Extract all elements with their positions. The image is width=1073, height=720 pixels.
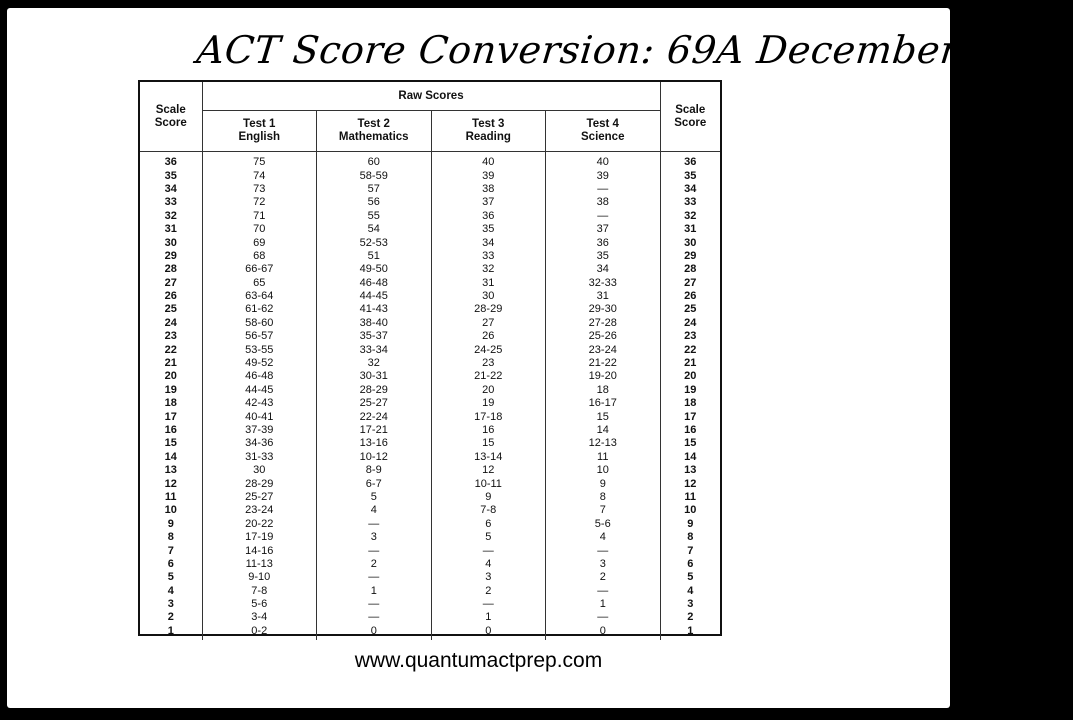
scale-score-cell: 10 [164,504,177,517]
reading-cell: 32 [431,263,546,276]
science-cell: 7 [546,504,661,517]
scale-score-cell: 7 [167,544,174,557]
scale-header-line2: Score [154,116,187,129]
table-row [140,384,720,397]
table-row [140,330,720,343]
scale-score-cell: 9 [167,517,174,530]
scale-score-cell-right: 26 [660,290,720,303]
scale-score-cell: 22 [164,343,177,356]
reading-cell: 0 [431,625,546,640]
science-cell: 16-17 [546,397,661,410]
test1-label: Test 1 [243,118,276,130]
math-cell: 8-9 [317,464,432,477]
math-cell: 49-50 [317,263,432,276]
scale-score-cell: 2 [167,611,174,624]
math-cell: 54 [317,223,432,236]
english-cell: 65 [202,277,317,290]
math-cell: 28-29 [317,384,432,397]
scale-score-cell: 8 [167,531,174,544]
scale-score-cell: 23 [164,330,177,343]
scale-score-cell-right: 8 [660,531,720,544]
table-row [140,152,720,170]
math-cell: 55 [317,210,432,223]
reading-cell: 15 [431,437,546,450]
right-scale-header [660,82,720,152]
science-cell: 34 [546,263,661,276]
english-cell: 66-67 [202,263,317,276]
reading-cell: 31 [431,277,546,290]
scale-score-cell-right: 4 [660,585,720,598]
english-cell: 75 [202,152,317,170]
scale-score-cell: 24 [164,316,177,329]
math-cell: — [317,598,432,611]
english-cell: 61-62 [202,303,317,316]
math-cell: 30-31 [317,370,432,383]
scale-score-cell-right: 16 [660,424,720,437]
english-cell: 49-52 [202,357,317,370]
scale-score-cell: 1 [167,624,174,637]
science-cell: 36 [546,236,661,249]
science-cell: 23-24 [546,343,661,356]
reading-cell: 19 [431,397,546,410]
english-cell: 44-45 [202,384,317,397]
scale-score-cell: 34 [164,182,177,195]
table-row [140,303,720,316]
reading-cell: 36 [431,210,546,223]
scale-score-cell-right: 35 [660,169,720,182]
scale-score-cell: 36 [164,156,177,169]
math-cell: 2 [317,558,432,571]
scale-score-cell: 29 [164,249,177,262]
reading-cell: 39 [431,169,546,182]
scale-score-cell-right: 25 [660,303,720,316]
science-cell: 8 [546,491,661,504]
english-cell: 73 [202,183,317,196]
reading-cell: 37 [431,196,546,209]
scale-score-cell-right: 33 [660,196,720,209]
table-row [140,424,720,437]
math-cell: 60 [317,152,432,170]
test2-header [317,111,432,152]
science-cell: — [546,611,661,624]
scale-score-cell: 31 [164,223,177,236]
english-cell: 72 [202,196,317,209]
scale-score-cell: 18 [164,397,177,410]
table-row [140,410,720,423]
reading-cell: 10-11 [431,477,546,490]
slide [7,8,1073,708]
math-cell: 6-7 [317,477,432,490]
page-title: ACT Score Conversion: 69A December 2010 [194,28,1073,72]
reading-cell: 26 [431,330,546,343]
table-row [140,451,720,464]
scale-score-cell: 4 [167,584,174,597]
science-cell: 15 [546,410,661,423]
scale-score-cell: 20 [164,370,177,383]
table-row [140,357,720,370]
table-row [140,343,720,356]
science-cell: — [546,544,661,557]
table-row [140,531,720,544]
science-cell: 9 [546,477,661,490]
reading-cell: 24-25 [431,343,546,356]
english-cell: 53-55 [202,343,317,356]
math-cell: 52-53 [317,236,432,249]
scale-score-cell: 17 [164,410,177,423]
reading-cell: 21-22 [431,370,546,383]
math-cell: 57 [317,183,432,196]
science-cell: 29-30 [546,303,661,316]
reading-cell: — [431,598,546,611]
english-cell: 42-43 [202,397,317,410]
reading-cell: 30 [431,290,546,303]
table-row [140,236,720,249]
scale-score-cell-right: 2 [660,611,720,624]
scale-score-cell: 14 [164,450,177,463]
scale-score-cell-right: 32 [660,210,720,223]
math-cell: 4 [317,504,432,517]
scale-header-line1: Scale [675,103,706,116]
scale-score-cell-right: 28 [660,263,720,276]
science-cell: 35 [546,250,661,263]
math-cell: 13-16 [317,437,432,450]
science-cell: 4 [546,531,661,544]
math-cell: 32 [317,357,432,370]
science-cell: 18 [546,384,661,397]
scale-score-cell-right: 11 [660,491,720,504]
science-cell: — [546,585,661,598]
science-cell: 32-33 [546,277,661,290]
reading-cell: — [431,544,546,557]
scale-score-cell: 28 [164,263,177,276]
scale-score-cell-right: 19 [660,384,720,397]
math-cell: — [317,518,432,531]
scale-score-cell-right: 6 [660,558,720,571]
math-cell: 10-12 [317,451,432,464]
table-row [140,625,720,640]
scale-score-cell-right: 30 [660,236,720,249]
reading-cell: 16 [431,424,546,437]
reading-cell: 17-18 [431,410,546,423]
scale-score-cell-right: 34 [660,183,720,196]
table-row [140,290,720,303]
scale-score-cell-right: 7 [660,544,720,557]
scale-score-cell-right: 5 [660,571,720,584]
english-cell: 70 [202,223,317,236]
english-cell: 69 [202,236,317,249]
science-cell: 40 [546,152,661,170]
scale-score-cell-right: 3 [660,598,720,611]
scale-score-cell-right: 29 [660,250,720,263]
math-cell: 38-40 [317,317,432,330]
science-cell: 3 [546,558,661,571]
math-cell: 25-27 [317,397,432,410]
reading-cell: 20 [431,384,546,397]
scale-score-cell-right: 14 [660,451,720,464]
table-row [140,370,720,383]
reading-cell: 12 [431,464,546,477]
math-cell: 51 [317,250,432,263]
scale-score-cell-right: 22 [660,343,720,356]
table-row [140,598,720,611]
table-body [140,152,720,641]
reading-cell: 27 [431,317,546,330]
scale-score-cell: 27 [164,276,177,289]
scale-score-cell: 11 [164,490,177,503]
scale-score-cell: 3 [167,598,174,611]
table-row [140,504,720,517]
test2-label: Test 2 [357,118,390,130]
table-row [140,263,720,276]
english-cell: 0-2 [202,625,317,640]
table-row [140,196,720,209]
scale-score-cell-right: 24 [660,317,720,330]
scale-header-line1: Scale [155,103,186,116]
test4-label: Test 4 [586,118,619,130]
science-cell: 38 [546,196,661,209]
scale-score-cell: 13 [164,464,177,477]
table-row [140,169,720,182]
science-cell: 25-26 [546,330,661,343]
table-row [140,183,720,196]
english-cell: 74 [202,169,317,182]
table-row [140,397,720,410]
scale-score-cell-right: 9 [660,518,720,531]
scale-score-cell-right: 1 [660,625,720,640]
table-row [140,437,720,450]
reading-cell: 1 [431,611,546,624]
conversion-table [140,82,720,640]
table-row [140,491,720,504]
scale-header-line2: Score [674,116,707,129]
scale-score-cell-right: 18 [660,397,720,410]
english-cell: 30 [202,464,317,477]
table-row [140,558,720,571]
english-cell: 71 [202,210,317,223]
reading-cell: 9 [431,491,546,504]
scale-score-cell: 35 [164,169,177,182]
science-cell: 10 [546,464,661,477]
science-cell: 39 [546,169,661,182]
science-cell: 19-20 [546,370,661,383]
table-row [140,544,720,557]
science-cell: 0 [546,625,661,640]
reading-cell: 7-8 [431,504,546,517]
table-row [140,477,720,490]
scale-score-cell: 30 [164,236,177,249]
reading-cell: 35 [431,223,546,236]
science-cell: 12-13 [546,437,661,450]
english-cell: 28-29 [202,477,317,490]
math-cell: 33-34 [317,343,432,356]
math-cell: 22-24 [317,410,432,423]
raw-scores-header: Raw Scores [202,82,660,111]
scale-score-cell-right: 31 [660,223,720,236]
english-cell: 20-22 [202,518,317,531]
scale-score-cell: 15 [164,437,177,450]
english-cell: 46-48 [202,370,317,383]
reading-cell: 40 [431,152,546,170]
scale-score-cell-right: 10 [660,504,720,517]
math-cell: 44-45 [317,290,432,303]
reading-cell: 4 [431,558,546,571]
table-row [140,223,720,236]
english-cell: 56-57 [202,330,317,343]
math-cell: 56 [317,196,432,209]
table-row [140,611,720,624]
scale-score-cell: 25 [164,303,177,316]
math-cell: 3 [317,531,432,544]
scale-score-cell-right: 12 [660,477,720,490]
scale-score-cell: 16 [164,424,177,436]
score-conversion-table [138,80,722,636]
test3-header [431,111,546,152]
scale-score-cell: 26 [164,290,177,303]
test4-header [546,111,661,152]
math-cell: — [317,544,432,557]
english-cell: 23-24 [202,504,317,517]
table-row [140,317,720,330]
scale-score-cell: 33 [164,196,177,209]
english-cell: 9-10 [202,571,317,584]
scale-score-cell: 32 [164,209,177,222]
reading-cell: 28-29 [431,303,546,316]
reading-cell: 6 [431,518,546,531]
science-cell: — [546,183,661,196]
english-cell: 37-39 [202,424,317,437]
test4-subject: Science [581,131,625,143]
science-cell: 37 [546,223,661,236]
english-cell: 7-8 [202,585,317,598]
scale-score-cell: 19 [164,383,177,396]
math-cell: 1 [317,585,432,598]
scale-score-cell-right: 20 [660,370,720,383]
scale-score-cell: 5 [167,571,174,584]
footer-url: www.quantumactprep.com [354,649,603,672]
math-cell: 0 [317,625,432,640]
reading-cell: 38 [431,183,546,196]
math-cell: 58-59 [317,169,432,182]
science-cell: — [546,210,661,223]
test1-subject: English [238,131,281,143]
science-cell: 14 [546,424,661,437]
scale-score-cell-right: 36 [660,152,720,170]
english-cell: 68 [202,250,317,263]
math-cell: 41-43 [317,303,432,316]
english-cell: 14-16 [202,544,317,557]
math-cell: 5 [317,491,432,504]
reading-cell: 2 [431,585,546,598]
science-cell: 11 [546,451,661,464]
table-row [140,571,720,584]
science-cell: 27-28 [546,317,661,330]
scale-score-cell-right: 23 [660,330,720,343]
test3-label: Test 3 [472,118,505,130]
scale-score-cell: 12 [164,477,177,490]
table-row [140,464,720,477]
table-row [140,518,720,531]
reading-cell: 13-14 [431,451,546,464]
english-cell: 3-4 [202,611,317,624]
reading-cell: 23 [431,357,546,370]
english-cell: 11-13 [202,558,317,571]
reading-cell: 5 [431,531,546,544]
science-cell: 31 [546,290,661,303]
reading-cell: 34 [431,236,546,249]
reading-cell: 33 [431,250,546,263]
scale-score-cell-right: 15 [660,437,720,450]
scale-score-cell-right: 21 [660,357,720,370]
table-row [140,585,720,598]
english-cell: 34-36 [202,437,317,450]
math-cell: 35-37 [317,330,432,343]
test1-header [202,111,317,152]
math-cell: — [317,571,432,584]
reading-cell: 3 [431,571,546,584]
science-cell: 2 [546,571,661,584]
scale-score-cell-right: 13 [660,464,720,477]
english-cell: 63-64 [202,290,317,303]
science-cell: 21-22 [546,357,661,370]
english-cell: 58-60 [202,317,317,330]
science-cell: 1 [546,598,661,611]
scale-score-cell: 6 [167,557,174,570]
english-cell: 25-27 [202,491,317,504]
english-cell: 40-41 [202,410,317,423]
scale-score-cell-right: 17 [660,410,720,423]
test2-subject: Mathematics [338,131,409,143]
english-cell: 17-19 [202,531,317,544]
scale-score-cell-right: 27 [660,277,720,290]
math-cell: 46-48 [317,277,432,290]
table-row [140,277,720,290]
english-cell: 5-6 [202,598,317,611]
science-cell: 5-6 [546,518,661,531]
table-row [140,250,720,263]
scale-score-cell: 21 [164,357,177,370]
table-row [140,210,720,223]
left-scale-header [140,82,202,152]
math-cell: — [317,611,432,624]
test3-subject: Reading [465,131,511,143]
english-cell: 31-33 [202,451,317,464]
math-cell: 17-21 [317,424,432,437]
